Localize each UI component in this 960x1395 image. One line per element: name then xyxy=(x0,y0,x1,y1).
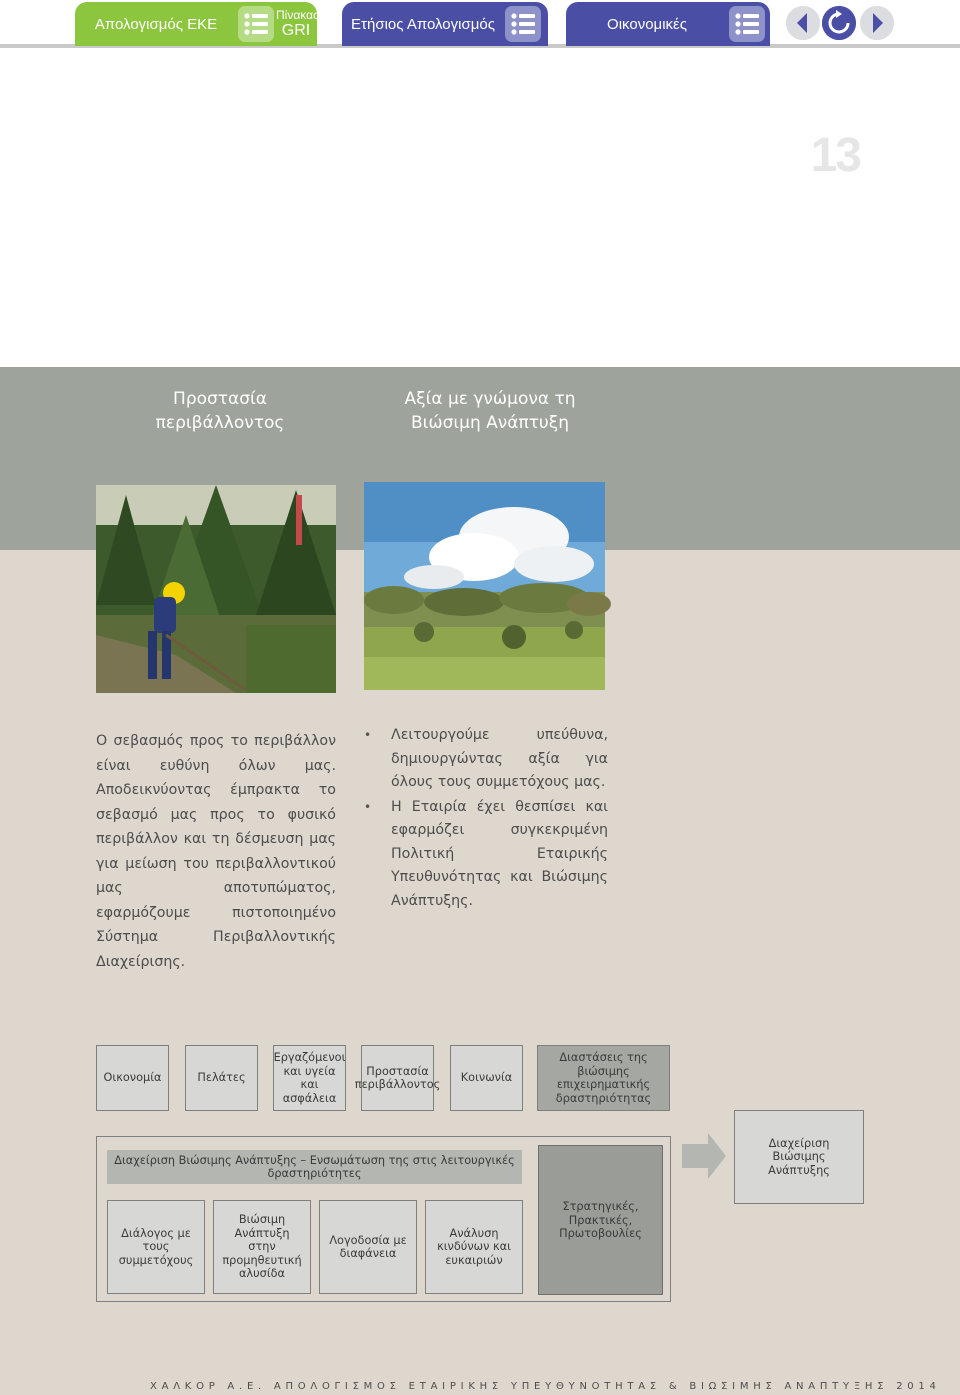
tab-annual-report-label: Ετήσιος Απολογισμός xyxy=(351,16,495,33)
intro-paragraph: Ο σεβασμός προς το περιβάλλον είναι ευθύνη όλων μας. Αποδεικνύοντας έμπρακτα το σεβασμό μας προς το φυσικό περιβάλλον και τη δέσμευση μας για μείωση του περιβαλλοντικού μας αποτυπώματος, εφαρμόζουμε πιστοποιημένο Σύστημα Περιβαλλοντικής Διαχείρισης. xyxy=(96,733,336,970)
diagram-box-customers: Πελάτες xyxy=(185,1045,258,1111)
diagram-box-accountability: Λογοδοσία με διαφάνεια xyxy=(319,1200,417,1294)
tab-csr-report[interactable] xyxy=(75,2,317,46)
reload-icon[interactable] xyxy=(822,6,856,40)
tab-csr-report-label: Απολογισμός ΕΚΕ xyxy=(94,16,218,33)
diagram-box-economy: Οικονομία xyxy=(96,1045,169,1111)
diagram-box-supply-chain: Βιώσιμη Ανάπτυξη στην προμηθευτική αλυσίδα xyxy=(213,1200,311,1294)
list-icon[interactable] xyxy=(238,6,274,42)
tab-financial-statements[interactable] xyxy=(566,2,770,79)
section-heading-value: Αξία με γνώμονα τη Βιώσιμη Ανάπτυξη xyxy=(404,389,576,433)
diagram-box-dimensions: Διαστάσεις της βιώσιμης επιχειρηματικής δραστηριότητας xyxy=(537,1045,670,1111)
gri-table-link[interactable] xyxy=(276,8,319,39)
diagram-box-employees: Εργαζόμενοι και υγεία και ασφάλεια xyxy=(273,1045,346,1111)
list-icon[interactable] xyxy=(729,6,765,42)
bullet-list xyxy=(364,724,608,913)
diagram-box-dialogue: Διάλογος με τους συμμετόχους xyxy=(107,1200,205,1294)
page-number: 13 xyxy=(810,129,860,182)
arrow-right-icon[interactable] xyxy=(860,6,894,40)
tab-financial-statements-label: Οικονομικές Καταστάσεις xyxy=(605,16,689,79)
countryside-photo xyxy=(364,482,605,690)
footer-text: ΧΑΛΚΟΡ Α.Ε. ΑΠΟΛΟΓΙΣΜΟΣ ΕΤΑΙΡΙΚΗΣ ΥΠΕΥΘΥΝΟΤΗΤΑΣ & ΒΙΩΣΙΜΗΣ ΑΝΑΠΤΥΞΗΣ 2014 xyxy=(150,1381,941,1392)
diagram-box-environment: Προστασία περιβάλλοντος xyxy=(361,1045,434,1111)
tab-annual-report[interactable] xyxy=(342,2,548,46)
section-heading-environment: Προστασία περιβάλλοντος xyxy=(155,389,285,433)
diagram-box-management: Διαχείριση Βιώσιμης Ανάπτυξης xyxy=(734,1110,864,1204)
arrow-right-icon xyxy=(682,1133,726,1179)
gri-label-line1: Πίνακας xyxy=(276,8,319,22)
diagram-integration-bar: Διαχείριση Βιώσιμης Ανάπτυξης – Ενσωμάτωση της στις λειτουργικές δραστηριότητες xyxy=(107,1150,522,1184)
list-icon[interactable] xyxy=(505,6,541,42)
bullet-item: • Λειτουργούμε υπεύθυνα, δημιουργώντας αξία για όλους τους συμμετόχους μας. xyxy=(364,724,608,795)
diagram-box-risk-analysis: Ανάλυση κινδύνων και ευκαιριών xyxy=(425,1200,523,1294)
forestry-worker-photo xyxy=(96,485,336,693)
diagram-box-strategies: Στρατηγικές, Πρακτικές, Πρωτοβουλίες xyxy=(538,1145,663,1295)
gri-label-line2: GRI xyxy=(281,22,311,39)
diagram-box-society: Κοινωνία xyxy=(450,1045,523,1111)
arrow-left-icon[interactable] xyxy=(786,6,820,40)
bullet-item: • Η Εταιρία έχει θεσπίσει και εφαρμόζει συγκεκριμένη Πολιτική Εταιρικής Υπευθυνότητας και Βιώσιμης Ανάπτυξης. xyxy=(364,796,608,914)
